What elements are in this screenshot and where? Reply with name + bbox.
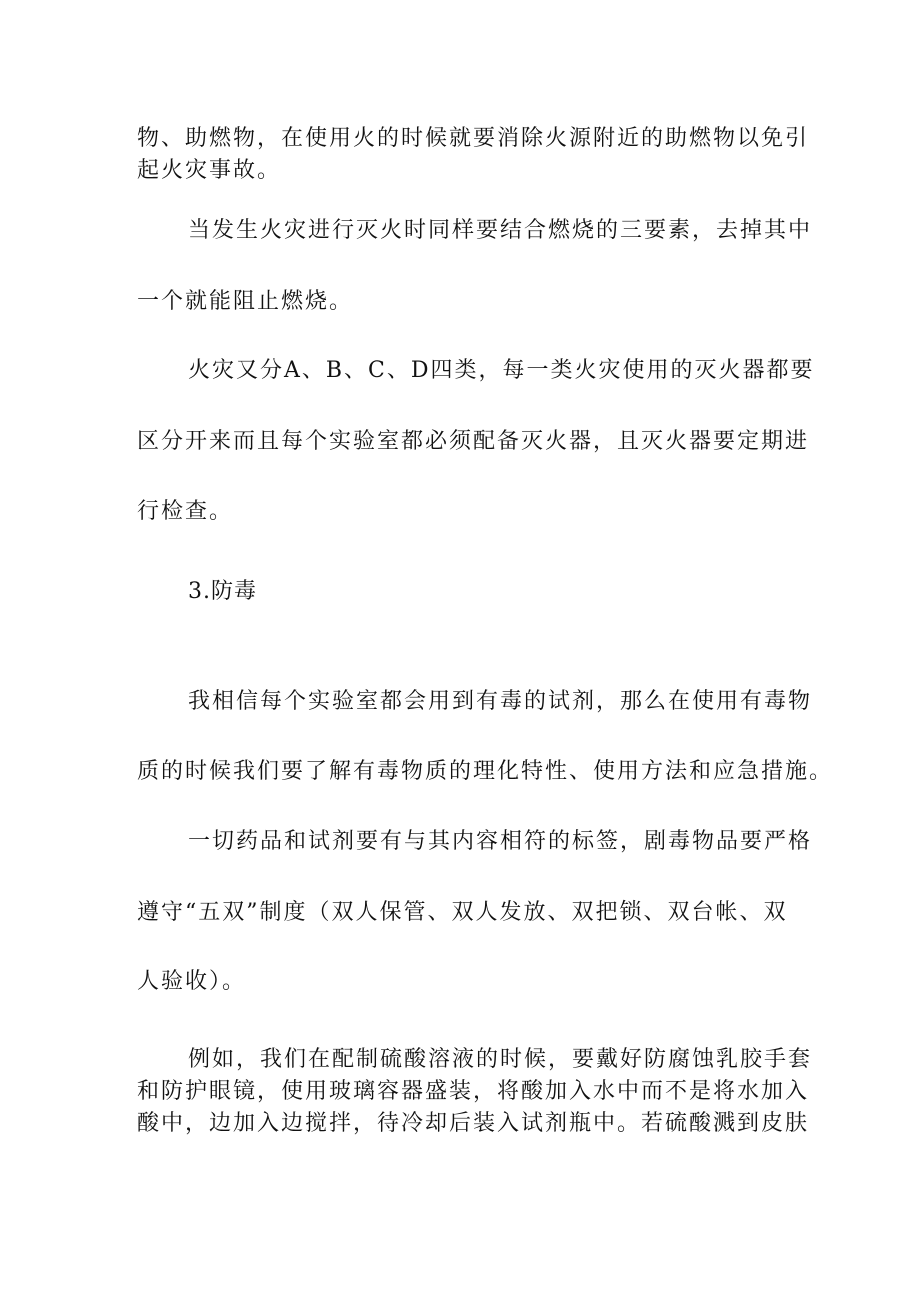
section-heading: 3.防毒 <box>188 579 257 604</box>
text-line-6: 区分开来而且每个实验室都必须配备灭火器，且灭火器要定期进 <box>137 429 810 454</box>
text-line-7: 行检查。 <box>137 499 234 524</box>
text-line-15: 和防护眼镜，使用玻璃容器盛装，将酸加入水中而不是将水加入 <box>137 1079 810 1104</box>
text-line-12: 遵守“五双”制度（双人保管、双人发放、双把锁、双台帐、双 <box>137 900 788 925</box>
text-line-10: 质的时候我们要了解有毒物质的理化特性、使用方法和应急措施。 <box>137 759 834 784</box>
text-line-1: 物、助燃物，在使用火的时候就要消除火源附近的助燃物以免引 <box>137 126 810 151</box>
text-line-13: 人验收）。 <box>137 969 247 994</box>
text-line-3: 当发生火灾进行灭火时同样要结合燃烧的三要素，去掉其中 <box>188 218 813 243</box>
text-line-9: 我相信每个实验室都会用到有毒的试剂，那么在使用有毒物 <box>188 689 813 714</box>
text-line-4: 一个就能阻止燃烧。 <box>137 289 354 314</box>
text-line-5: 火灾又分A、B、C、D四类，每一类火灾使用的灭火器都要 <box>188 358 815 383</box>
text-line-11: 一切药品和试剂要有与其内容相符的标签，剧毒物品要严格 <box>188 829 813 854</box>
text-line-2: 起火灾事故。 <box>137 158 282 183</box>
text-line-16: 酸中，边加入边搅拌，待冷却后装入试剂瓶中。若硫酸溅到皮肤 <box>137 1111 810 1136</box>
text-line-14: 例如，我们在配制硫酸溶液的时候，要戴好防腐蚀乳胶手套 <box>188 1047 813 1072</box>
